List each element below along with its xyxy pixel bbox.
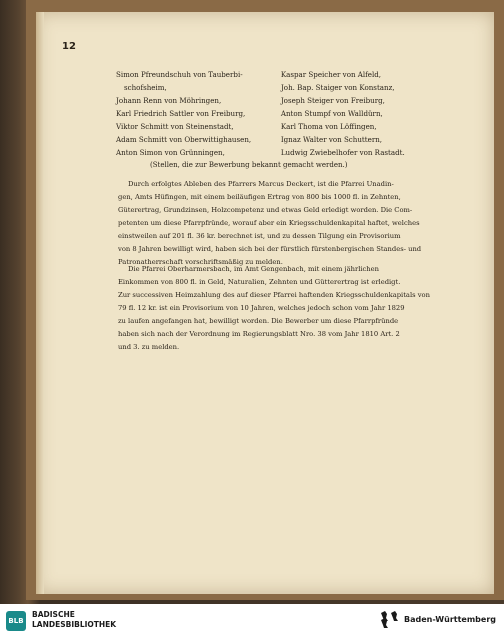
name-row — [116, 68, 436, 81]
text-line: zu laufen angefangen hat, bewilligt worden. Die Bewerber um diese Pfarrpfründe — [118, 317, 399, 325]
name-left: schofsheim, — [124, 83, 167, 92]
text-line: Die Pfarrei Oberharmersbach, im Amt Gengenbach, mit einem jährlichen — [128, 265, 379, 273]
text-line: Güterertrag, Grundzinsen, Holzcompetenz und etwas Geld erledigt worden. Die Com- — [118, 206, 413, 214]
text-line: Durch erfolgtes Ableben des Pfarrers Marcus Deckert, ist die Pfarrei Unadin- — [128, 180, 394, 188]
paragraph-oberharmersbach — [118, 263, 432, 354]
name-row — [116, 107, 436, 120]
bw-name[interactable]: Baden-Württemberg — [404, 615, 497, 624]
blb-name[interactable] — [32, 610, 116, 630]
text-line: Einkommen von 800 fl. in Geld, Naturalien, Zehnten und Gütterertrag ist erledigt. — [118, 278, 401, 286]
page-number: 12 — [62, 41, 76, 52]
text-line: haben sich nach der Verordnung im Regierungsblatt Nro. 38 vom Jahr 1810 Art. 2 — [118, 330, 400, 338]
name-left: Johann Renn von Möhringen, — [116, 96, 222, 105]
blb-name-line1: BADISCHE — [32, 610, 75, 619]
name-row — [116, 94, 436, 107]
bw-lions-icon — [378, 609, 402, 629]
page-gutter — [36, 12, 44, 594]
name-row — [116, 81, 436, 94]
text-line: gen, Amts Hüfingen, mit einem beiläufigen Ertrag von 800 bis 1000 fl. in Zehnten, — [118, 193, 401, 201]
name-left: Adam Schmitt von Oberwittighausen, — [116, 135, 252, 144]
name-row — [116, 146, 436, 159]
name-list — [116, 68, 436, 159]
text-line: einstweilen auf 201 fl. 36 kr. berechnet ist, und zu dessen Tilgung ein Provisorium — [118, 232, 401, 240]
name-right: Kaspar Speicher von Alfeld, — [280, 70, 382, 79]
text-line: Zur successiven Heimzahlung des auf dieser Pfarrei haftenden Kriegsschuldenkapitals von — [118, 291, 430, 299]
name-right: Ignaz Walter von Schuttern, — [280, 135, 383, 144]
name-right: Joh. Bap. Staiger von Konstanz, — [280, 83, 395, 92]
text-line: und 3. zu melden. — [118, 343, 180, 351]
text-line: 79 fl. 12 kr. ist ein Provisorium von 10 Jahren, welches jedoch schon vom Jahr 1829 — [118, 304, 405, 312]
paragraph-unadingen — [118, 178, 432, 269]
name-left: Anton Simon von Grünningen, — [116, 148, 225, 157]
name-left: Viktor Schmitt von Steinenstadt, — [116, 122, 234, 131]
name-left: Karl Friedrich Sattler von Freiburg, — [116, 109, 246, 118]
name-row — [116, 120, 436, 133]
name-right: Anton Stumpf von Walldürn, — [280, 109, 383, 118]
text-line: Patronatherrschaft vorschriftsmäßig zu melden. — [118, 258, 283, 266]
name-left: Simon Pfreundschuh von Tauberbi- — [116, 70, 243, 79]
text-line: petenten um diese Pfarrpfründe, worauf aber ein Kriegsschuldenkapital haftet, welches — [118, 219, 420, 227]
name-right: Ludwig Zwiebelhofer von Rastadt. — [280, 148, 405, 157]
section-note: (Stellen, die zur Bewerbung bekannt gemacht werden.) — [150, 161, 348, 169]
name-row — [116, 133, 436, 146]
text-line: von 8 Jahren bewilligt wird, haben sich bei der fürstlich fürstenbergischen Standes- und — [118, 245, 422, 253]
blb-name-line2: LANDESBIBLIOTHEK — [32, 620, 117, 629]
name-right: Karl Thoma von Löffingen, — [280, 122, 377, 131]
blb-logo[interactable]: BLB — [6, 611, 26, 631]
name-right: Joseph Steiger von Freiburg, — [280, 96, 385, 105]
